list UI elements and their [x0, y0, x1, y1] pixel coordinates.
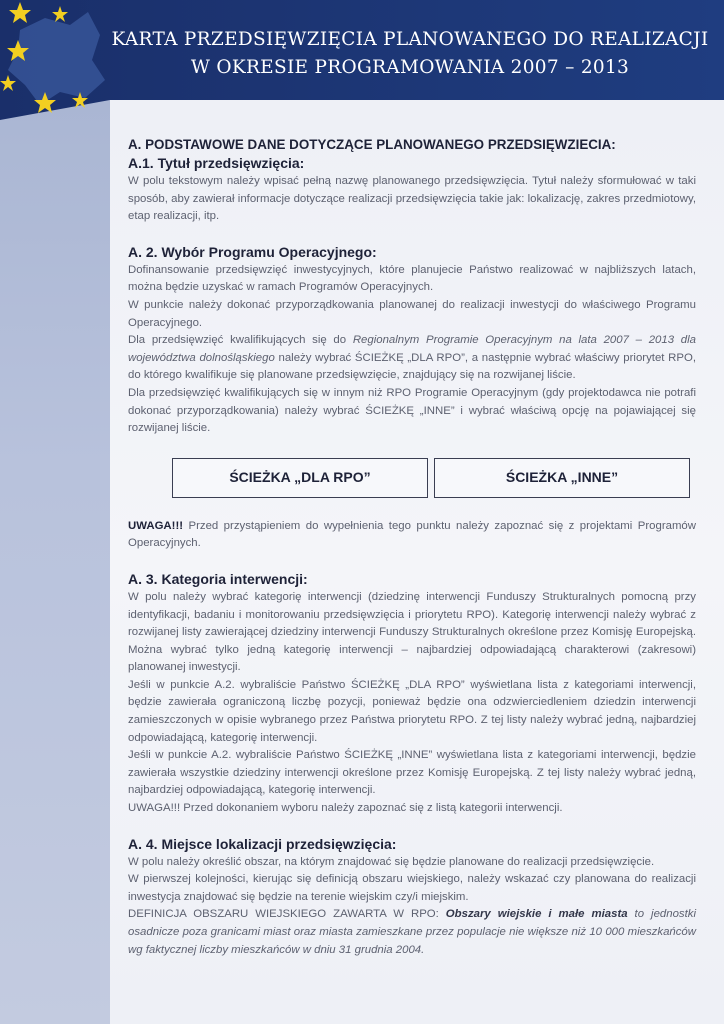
left-decorative-strip — [0, 100, 110, 1024]
a2-paragraph-1: Dofinansowanie przedsięwzięć inwestycyjnych, które planujecie Państwo realizować w najbliższych latach, można będzie uzyskać w ramach Programów Operacyjnych. — [128, 263, 696, 294]
a4-p3-definition: to jednostki osadnicze poza granicami miast oraz miasta zamieszkane przez populacje nie większe niż 10 000 mieszkańców wg faktycznej liczby mieszkańców w dniu 31 grudnia 2004. — [128, 908, 696, 956]
page-title — [110, 26, 710, 82]
a4-p3-start: DEFINICJA OBSZARU WIEJSKIEGO ZAWARTA W RPO: — [128, 908, 446, 921]
a2-p3-start: Dla przedsięwzięć kwalifikujących się do — [128, 334, 353, 347]
a2-paragraph-2: W punkcie należy dokonać przyporządkowania planowanej do realizacji inwestycji do właściwego Programu Operacyjnego. — [128, 298, 696, 329]
path-inne-button[interactable]: ŚCIEŻKA „INNE” — [434, 458, 690, 498]
title-line-2: W OKRESIE PROGRAMOWANIA 2007 – 2013 — [190, 57, 630, 78]
a2-paragraph-4: Dla przedsięwzięć kwalifikujących się w innym niż RPO Programie Operacyjnym (gdy projektodawca nie potrafi dokonać przyporządkowania) należy wybrać ŚCIEŻKĘ „INNE” i wybrać właściwą opcję na pojawiającej się rozwijanej liście. — [128, 386, 696, 435]
a1-heading: A.1. Tytuł przedsięwzięcia: — [128, 155, 305, 171]
warning-text: Przed przystąpieniem do wypełnienia tego punktu należy zapoznać się z projektami Programów Operacyjnych. — [128, 519, 696, 550]
warning-label: UWAGA!!! — [128, 519, 184, 532]
a2-p3-program-name: Regionalnym Programie Operacyjnym na lata 2007 – 2013 dla województwa dolnośląskiego — [128, 334, 696, 364]
a4-paragraph-1: W polu należy określić obszar, na którym znajdować się będzie planowane do realizacji przedsięwzięcie. — [128, 855, 655, 868]
title-line-1: KARTA PRZEDSIĘWZIĘCIA PLANOWANEGO DO REALIZACJI — [111, 29, 709, 50]
a4-paragraph-3 — [128, 906, 696, 959]
a4-heading: A. 4. Miejsce lokalizacji przedsięwzięcia: — [128, 835, 397, 852]
a3-paragraph-4: UWAGA!!! Przed dokonaniem wyboru należy zapoznać się z listą kategorii interwencji. — [128, 802, 563, 815]
a2-paragraph-3 — [128, 332, 696, 385]
main-content — [128, 136, 696, 959]
a1-text: W polu tekstowym należy wpisać pełną nazwę planowanego przedsięwzięcia. Tytuł należy sformułować w taki sposób, aby zawierał informacje dotyczące realizacji przedsięwzięcia takie jak: lokalizację, zakres przedmiotowy, etap realizacji, itp. — [128, 175, 696, 223]
header-banner — [0, 0, 724, 120]
a2-p3-end: należy wybrać ŚCIEŻKĘ „DLA RPO”, a następnie wybrać właściwy priorytet RPO, do którego kwalifikuje się planowane przedsięwzięcie, znajdujący się na rozwijanej liście. — [128, 351, 697, 382]
a3-paragraph-1: W polu należy wybrać kategorię interwencji (dziedzinę interwencji Funduszy Strukturalnych pomocną przy identyfikacji, badaniu i monitorowaniu przedsięwzięcia i priorytetu RPO). Kategorię interwencji należy wybrać z rozwijanej listy zawierającej dziedziny interwencji Funduszy Strukturalnych określone przez Komisję Europejską. Można wybrać tylko jedną kategorię interwencji – najbardziej odpowiadającą charakterowi (zakresowi) planowanej inwestycji. — [128, 590, 696, 674]
a2-heading: A. 2. Wybór Programu Operacyjnego: — [128, 243, 377, 260]
a4-paragraph-2: W pierwszej kolejności, kierując się definicją obszaru wiejskiego, należy wskazać czy planowana do realizacji inwestycja znajdować się będzie na terenie wiejskim czy/i miejskim. — [128, 873, 696, 903]
path-buttons — [128, 438, 696, 508]
section-a-heading: A. PODSTAWOWE DANE DOTYCZĄCE PLANOWANEGO PRZEDSIĘWZIECIA: — [128, 137, 616, 152]
a4-p3-term: Obszary wiejskie i małe miasta — [445, 908, 628, 921]
a3-paragraph-3: Jeśli w punkcie A.2. wybraliście Państwo ŚCIEŻKĘ „INNE” wyświetlana lista z kategoriami interwencji, będzie zawierała wszystkie dziedziny interwencji określone przez Komisję Europejską. Z tej listy należy wybrać jedną, najbardziej odpowiadającą, kategorię interwencji. — [128, 749, 696, 797]
a2-warning — [128, 518, 696, 553]
path-rpo-button[interactable]: ŚCIEŻKA „DLA RPO” — [172, 458, 428, 498]
a3-heading: A. 3. Kategoria interwencji: — [128, 570, 308, 587]
a3-paragraph-2: Jeśli w punkcie A.2. wybraliście Państwo ŚCIEŻKĘ „DLA RPO” wyświetlana lista z kategoriami interwencji, będzie zawierała ograniczoną liczbę pozycji, ponieważ będzie ona odzwierciedleniem dziedzin interwencji zamieszczonych w opisie wybranego przez Państwa priorytetu RPO. Z tej listy należy wybrać jedną, najbardziej odpowiadającą, kategorię interwencji. — [128, 678, 696, 744]
